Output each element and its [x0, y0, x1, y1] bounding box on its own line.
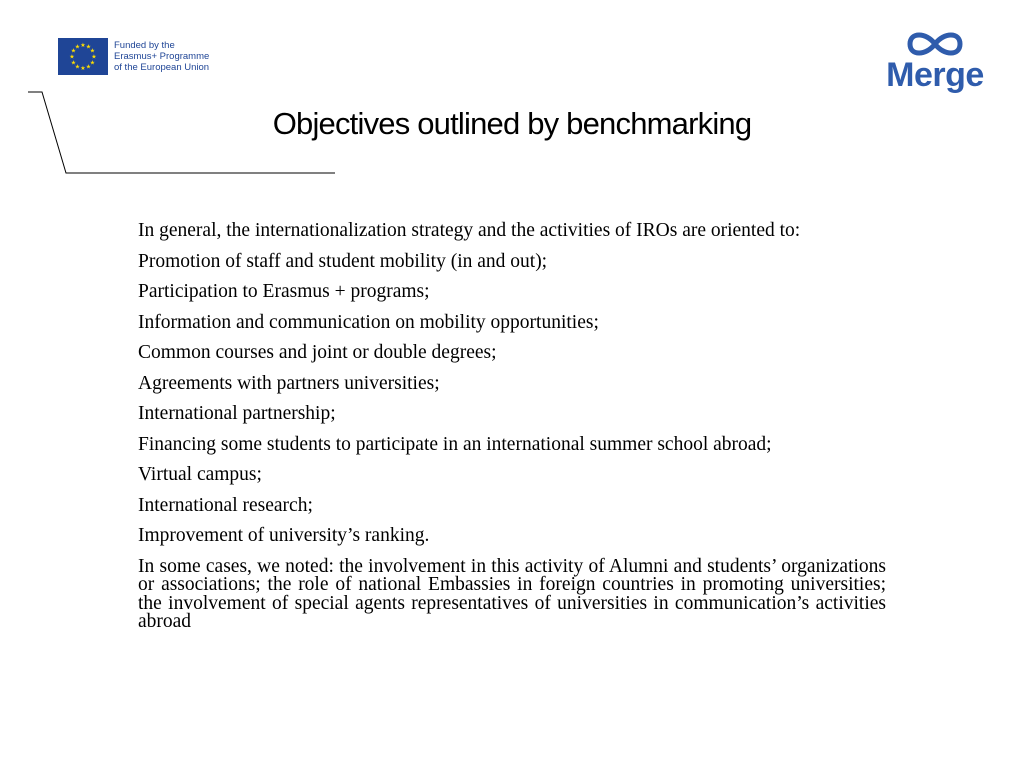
list-item: Participation to Erasmus + programs;	[138, 281, 430, 302]
eu-text-line-1: Funded by the	[114, 40, 175, 51]
eu-text-line-3: of the European Union	[114, 62, 210, 73]
svg-text:★: ★	[70, 59, 77, 67]
svg-text:★: ★	[89, 47, 96, 55]
body-text	[138, 222, 886, 644]
svg-text:★: ★	[89, 59, 96, 67]
list-item: Improvement of university’s ranking.	[138, 525, 430, 546]
svg-text:★: ★	[80, 65, 86, 72]
brand-name: Merge	[886, 56, 984, 94]
page-title: Objectives outlined by benchmarking	[272, 106, 752, 141]
svg-text:★: ★	[69, 53, 75, 61]
svg-text:★: ★	[80, 42, 86, 49]
svg-text:★: ★	[74, 63, 81, 71]
svg-text:★: ★	[74, 43, 81, 51]
list-item: Promotion of staff and student mobility (in and out);	[138, 250, 548, 272]
list-item: Information and communication on mobility opportunities;	[138, 311, 599, 333]
decorative-lines	[0, 0, 400, 180]
list-item: Agreements with partners universities;	[138, 372, 440, 394]
svg-text:★: ★	[91, 53, 97, 61]
list-item: International partnership;	[138, 403, 336, 424]
list-item: International research;	[138, 494, 313, 516]
svg-text:★: ★	[85, 43, 92, 51]
eu-text-line-2: Erasmus+ Programme	[114, 51, 210, 62]
intro-paragraph: In general, the internationalization strategy and the activities of IROs are oriented to:	[138, 220, 801, 241]
list-item: Financing some students to participate in an international summer school abroad;	[138, 433, 772, 455]
merge-logo	[882, 26, 988, 98]
list-item: Common courses and joint or double degrees;	[138, 342, 497, 363]
svg-text:★: ★	[85, 63, 92, 71]
closing-paragraph: In some cases, we noted: the involvement in this activity of Alumni and students’ organizations or associations; the role of national Embassies in foreign countries in promoting universities; the involvement of special agents representatives of universities in communication’s activities abroad	[138, 555, 886, 632]
svg-text:★: ★	[70, 47, 77, 55]
list-item: Virtual campus;	[138, 464, 262, 485]
